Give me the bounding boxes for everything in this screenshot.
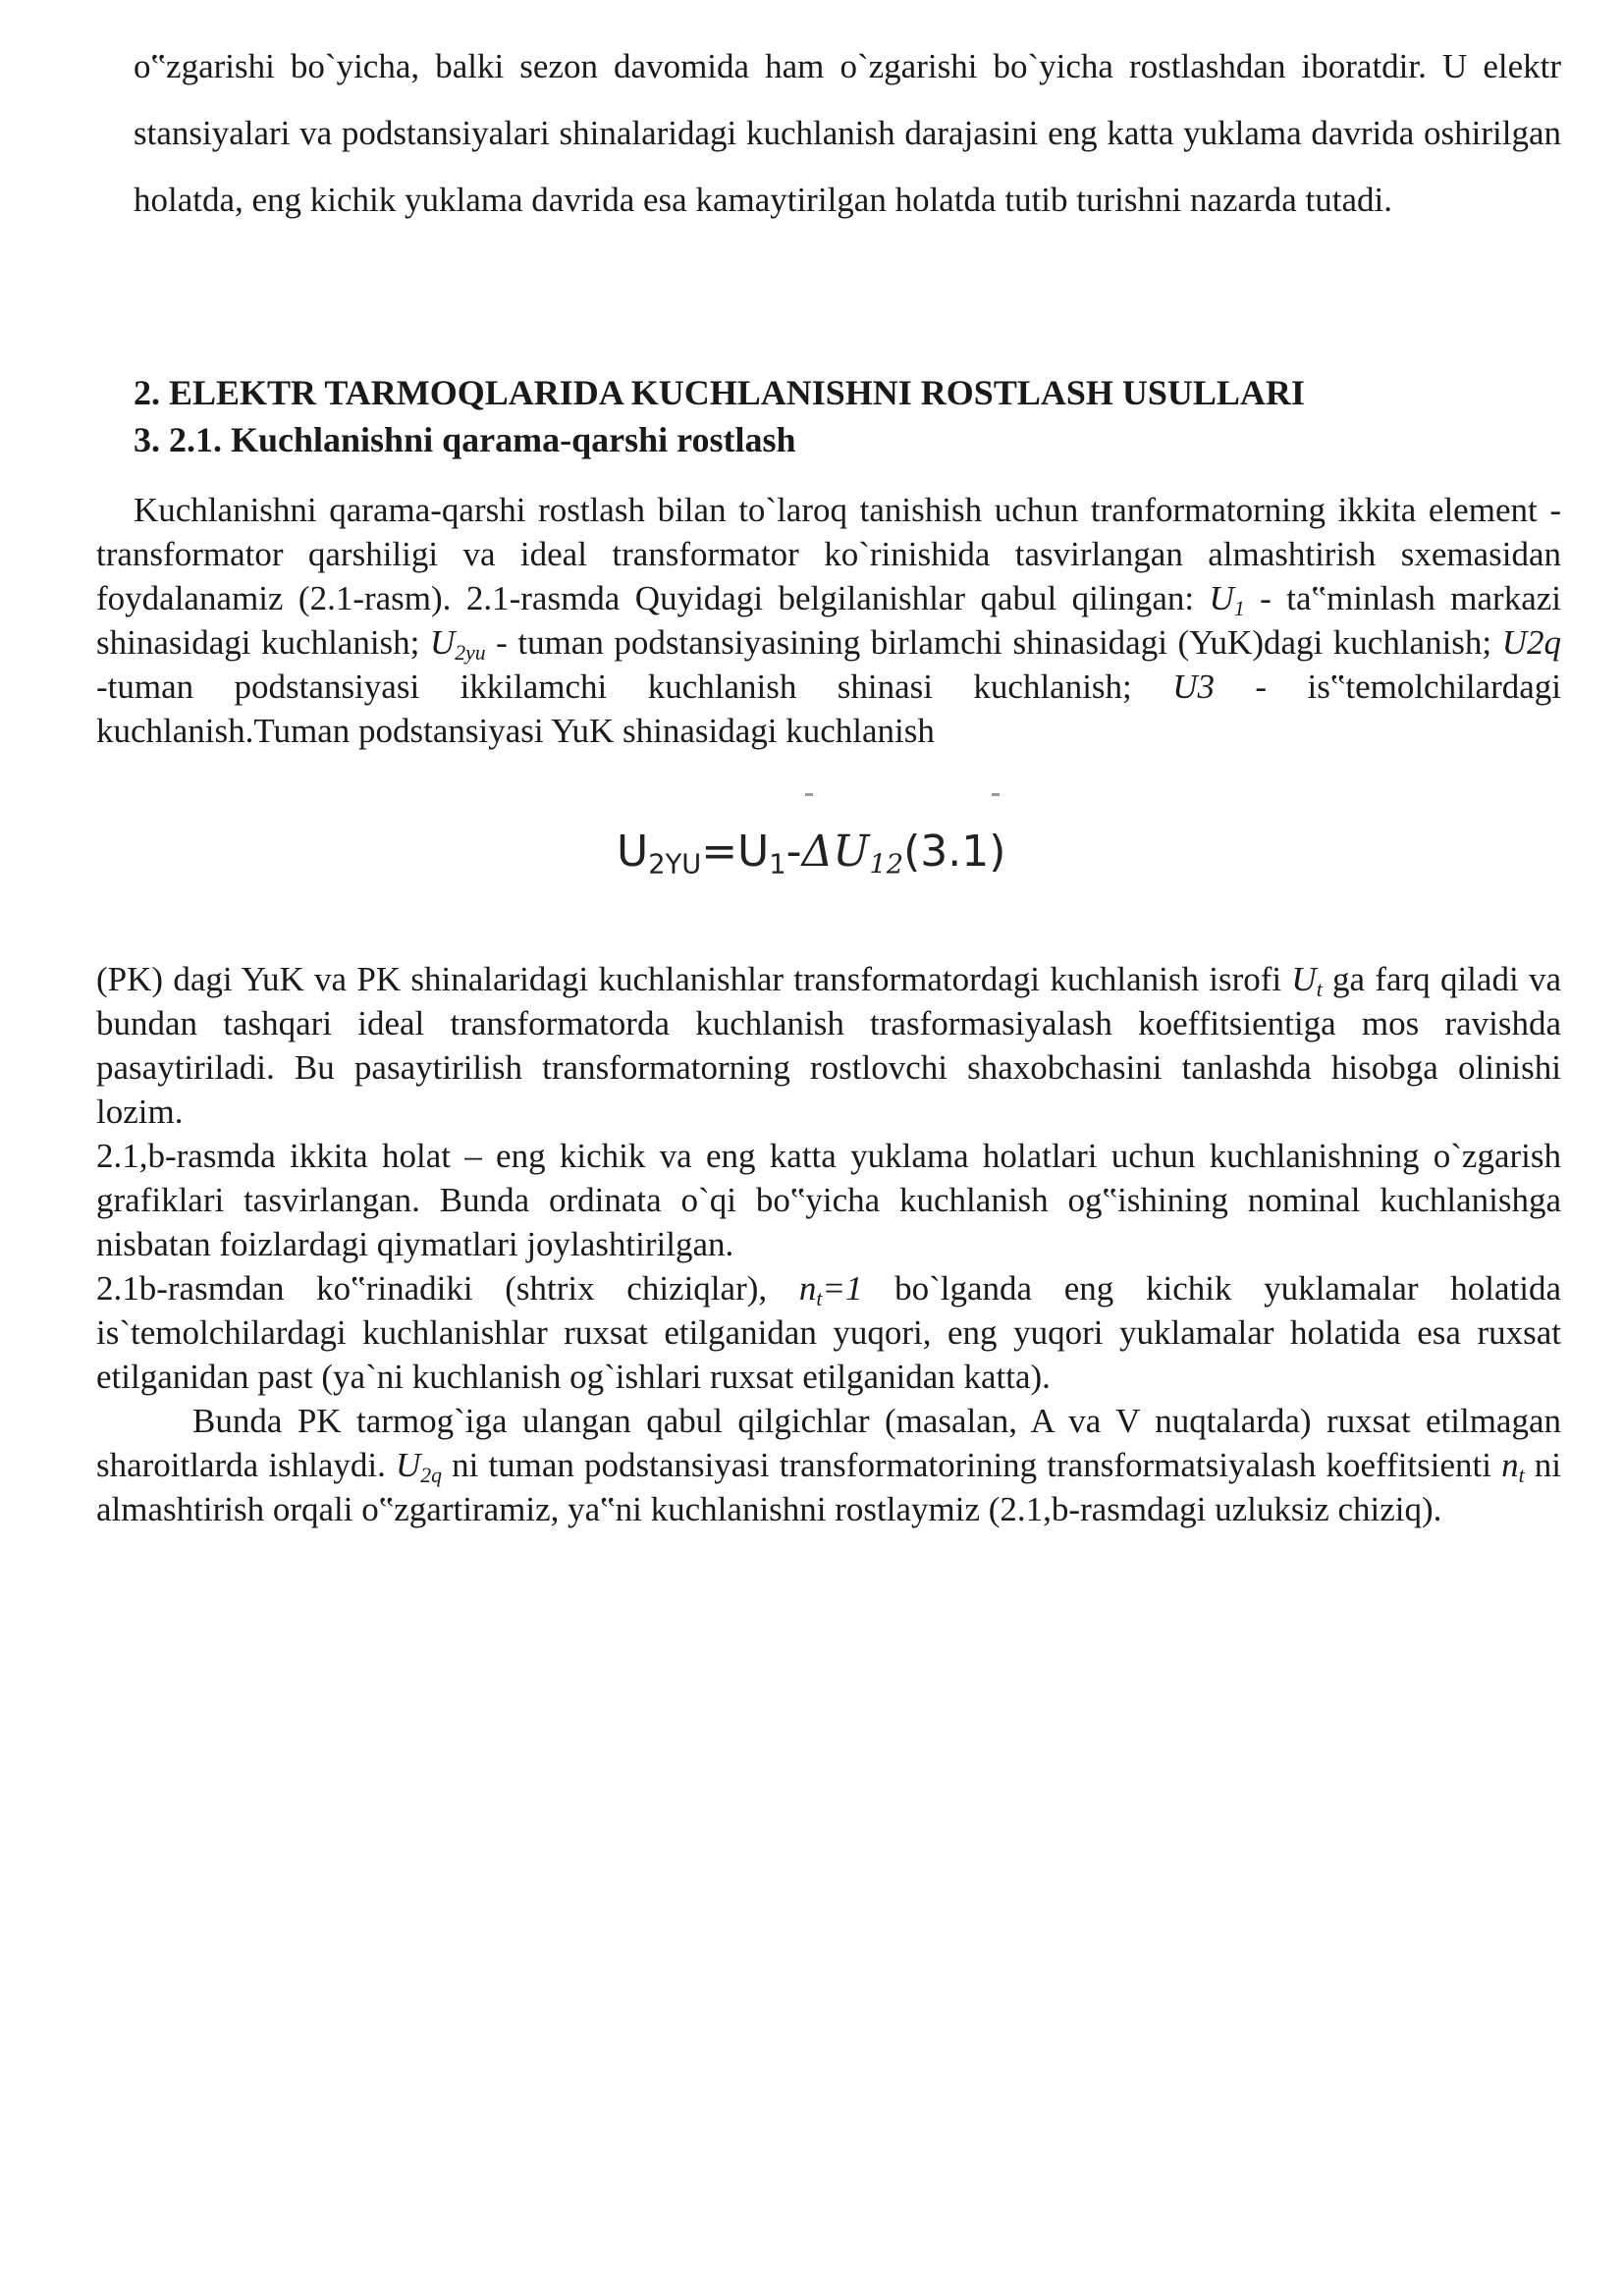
text-run: - tuman podstansiyasining birlamchi shinasidagi (YuK)dagi kuchlanish; (485, 623, 1502, 662)
text-run: -tuman podstansiyasi ikkilamchi kuchlanish shinasi kuchlanish; (96, 667, 1173, 706)
paragraph-notation (96, 488, 1561, 753)
symbol-u2yu: $U_{2yu}$ (429, 623, 486, 666)
symbol-u1: $U_1$ (1209, 579, 1245, 621)
symbol-u3: U3 (1172, 667, 1215, 706)
delta-u-symbol: ΔU (801, 827, 870, 877)
intro-paragraph: o‟zgarishi bo`yicha, balki sezon davomida ham o`zgarishi bo`yicha rostlashdan iboratdir. U elektr stansiyalari va podstansiyalari shinalaridagi kuchlanish darajasini eng katta yuklama davrida oshirilgan holatda, eng kichik yuklama davrida esa kamaytirilgan holatda tutib turishni nazarda tutadi. (134, 47, 1561, 219)
paragraph-pk: (PK) dagi YuK va PK shinalaridagi kuchlanishlar transformatordagi kuchlanish isrofi $U_t$ ga farq qiladi va bundan tashqari ideal transformatorda kuchlanish trasformasiyalash koeffitsientiga mos ravishda pasaytiriladi. Bu pasaytirilish transformatorning rostlovchi shaxobchasini tanlashda hisobga olinishi lozim. (96, 960, 1561, 1131)
text-run: - ta‟minlash markazi shinasidagi kuchlanish; (96, 579, 1562, 662)
text-body (96, 957, 1561, 1531)
symbol-ut: $U_t$ (1291, 960, 1323, 1002)
scan-artifact (992, 793, 1000, 796)
formula-3-1: $U_{2YU}=U_1-\Delta U_{12}(3.1)$ (617, 827, 1006, 881)
section-heading: 2. ELEKTR TARMOQLARIDA KUCHLANISHNI ROSTLASH USULLARI (134, 373, 1305, 412)
paragraph-regulation: Bunda PK tarmog`iga ulangan qabul qilgichlar (masalan, A va V nuqtalarda) ruxsat etilmagan sharoitlarda ishlaydi. $U_{2q}$ ni tuman podstansiyasi transformatorining transformatsiyalash koeffitsienti $n_t$ ni almashtirish orqali o‟zgartiramiz, ya‟ni kuchlanishni rostlaymiz (2.1,b-rasmdagi uzluksiz chiziq). (96, 1402, 1561, 1528)
symbol-u2q-sub: $U_{2q}$ (396, 1446, 442, 1488)
text-run: - is‟temolchilardagi kuchlanish.Tuman podstansiyasi YuK shinasidagi kuchlanish (96, 667, 1561, 750)
text-run: Kuchlanishni qarama-qarshi rostlash bilan to`laroq tanishish uchun tranformatorning ikkita element - transformator qarshiligi va ideal transformator ko`rinishida tasvirlangan almashtirish sxemasidan foydalanamiz (2.1-rasm). 2.1-rasmda Quyidagi belgilanishlar qabul qilingan: (96, 491, 1561, 617)
symbol-nt: $n_t$ (1501, 1446, 1525, 1488)
paragraph-dashed: 2.1b-rasmdan ko‟rinadiki (shtrix chiziqlar), $n_t=1$ bo`lganda eng kichik yuklamalar holatida is`temolchilardagi kuchlanishlar ruxsat etilganidan yuqori, eng yuqori yuklamalar holatida esa ruxsat etilganidan past (ya`ni kuchlanish og`ishlari ruxsat etilganidan katta). (96, 1269, 1562, 1396)
symbol-nt: $n_t=1$ (798, 1269, 863, 1311)
scan-artifact (805, 793, 813, 796)
formula-number: (3.1) (903, 827, 1006, 877)
paragraph-graph: 2.1,b-rasmda ikkita holat – eng kichik va eng katta yuklama holatlari uchun kuchlanishning o`zgarish grafiklari tasvirlangan. Bunda ordinata o`qi bo‟yicha kuchlanish og‟ishining nominal kuchlanishga nisbatan foizlardagi qiymatlari joylashtirilgan. (96, 1137, 1561, 1263)
subsection-heading: 3. 2.1. Kuchlanishni qarama-qarshi rostlash (134, 420, 796, 459)
symbol-u2q: U2q (1501, 623, 1561, 662)
